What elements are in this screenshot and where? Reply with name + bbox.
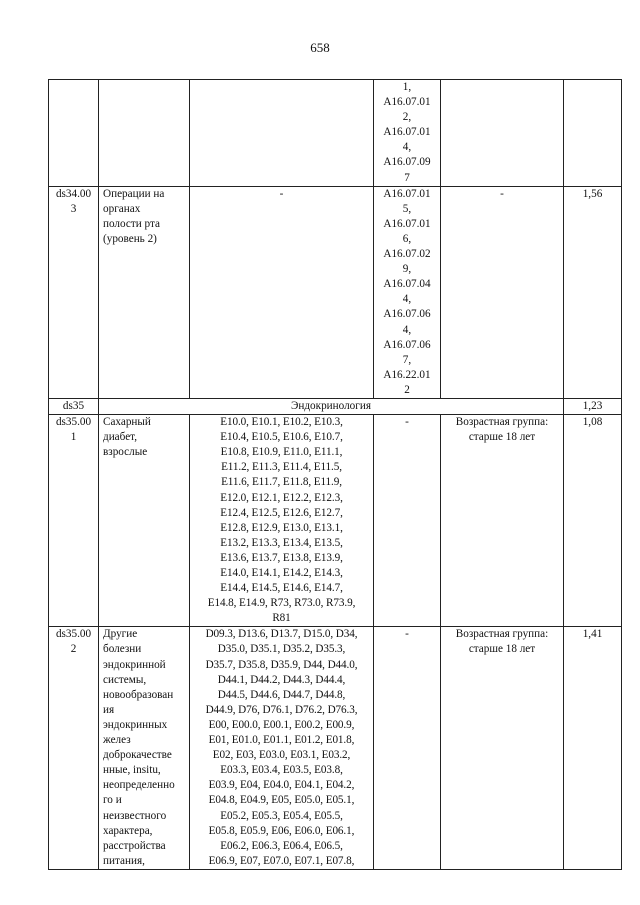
group-code: ds35.00 2 (49, 627, 99, 870)
diagnosis-codes: E10.0, E10.1, E10.2, E10.3, E10.4, E10.5, E10.6, E10.7, E10.8, E10.9, E11.0, E11.1, E11.2, E11.3, E11.4, E11.5, E11.6, E11.7, E11.8, E11.9, E12.0, E12.1, E12.2, E12.3, E12.4, E12.5, E12.6, E12.7, E12.8, E12.9, E13.0, E13.1, E13.2, E13.3, E13.4, E13.5, E13.6, E13.7, E13.8, E13.9, E14.0, E14.1, E14.2, E14.3, E14.4, E14.5, E14.6, E14.7, E14.8, E14.9, R73, R73.0, R73.9, R81 (190, 415, 374, 627)
section-row (49, 398, 622, 414)
group-code: ds35.00 1 (49, 415, 99, 627)
extra-criteria: - (441, 186, 564, 398)
table-body (49, 80, 622, 870)
service-codes: - (374, 415, 441, 627)
extra-criteria: Возрастная группа: старше 18 лет (441, 627, 564, 870)
table-row (49, 627, 622, 870)
service-codes: - (374, 627, 441, 870)
service-codes: A16.07.01 5, A16.07.01 6, A16.07.02 9, A16.07.04 4, A16.07.06 4, A16.07.06 7, A16.22.01 2 (374, 186, 441, 398)
group-name: Сахарный диабет, взрослые (99, 415, 190, 627)
group-code (49, 80, 99, 187)
extra-criteria: Возрастная группа: старше 18 лет (441, 415, 564, 627)
group-name: Другие болезни эндокринной системы, новообразован ия эндокринных желез доброкачестве нные, insitu, неопределенно го и неизвестного характера, расстройства питания, (99, 627, 190, 870)
section-title: Эндокринология (99, 398, 564, 414)
section-coefficient: 1,23 (564, 398, 622, 414)
table-row (49, 415, 622, 627)
tariff-table (48, 79, 622, 870)
table-row (49, 80, 622, 187)
diagnosis-codes: - (190, 186, 374, 398)
coefficient: 1,56 (564, 186, 622, 398)
group-name: Операции на органах полости рта (уровень 2) (99, 186, 190, 398)
coefficient (564, 80, 622, 187)
diagnosis-codes: D09.3, D13.6, D13.7, D15.0, D34, D35.0, D35.1, D35.2, D35.3, D35.7, D35.8, D35.9, D44, D44.0, D44.1, D44.2, D44.3, D44.4, D44.5, D44.6, D44.7, D44.8, D44.9, D76, D76.1, D76.2, D76.3, E00, E00.0, E00.1, E00.2, E00.9, E01, E01.0, E01.1, E01.2, E01.8, E02, E03, E03.0, E03.1, E03.2, E03.3, E03.4, E03.5, E03.8, E03.9, E04, E04.0, E04.1, E04.2, E04.8, E04.9, E05, E05.0, E05.1, E05.2, E05.3, E05.4, E05.5, E05.8, E05.9, E06, E06.0, E06.1, E06.2, E06.3, E06.4, E06.5, E06.9, E07, E07.0, E07.1, E07.8, (190, 627, 374, 870)
table-row (49, 186, 622, 398)
extra-criteria (441, 80, 564, 187)
coefficient: 1,08 (564, 415, 622, 627)
group-name (99, 80, 190, 187)
coefficient: 1,41 (564, 627, 622, 870)
section-code: ds35 (49, 398, 99, 414)
service-codes: 1, A16.07.01 2, A16.07.01 4, A16.07.09 7 (374, 80, 441, 187)
group-code: ds34.00 3 (49, 186, 99, 398)
diagnosis-codes (190, 80, 374, 187)
page-number: 658 (310, 40, 330, 55)
